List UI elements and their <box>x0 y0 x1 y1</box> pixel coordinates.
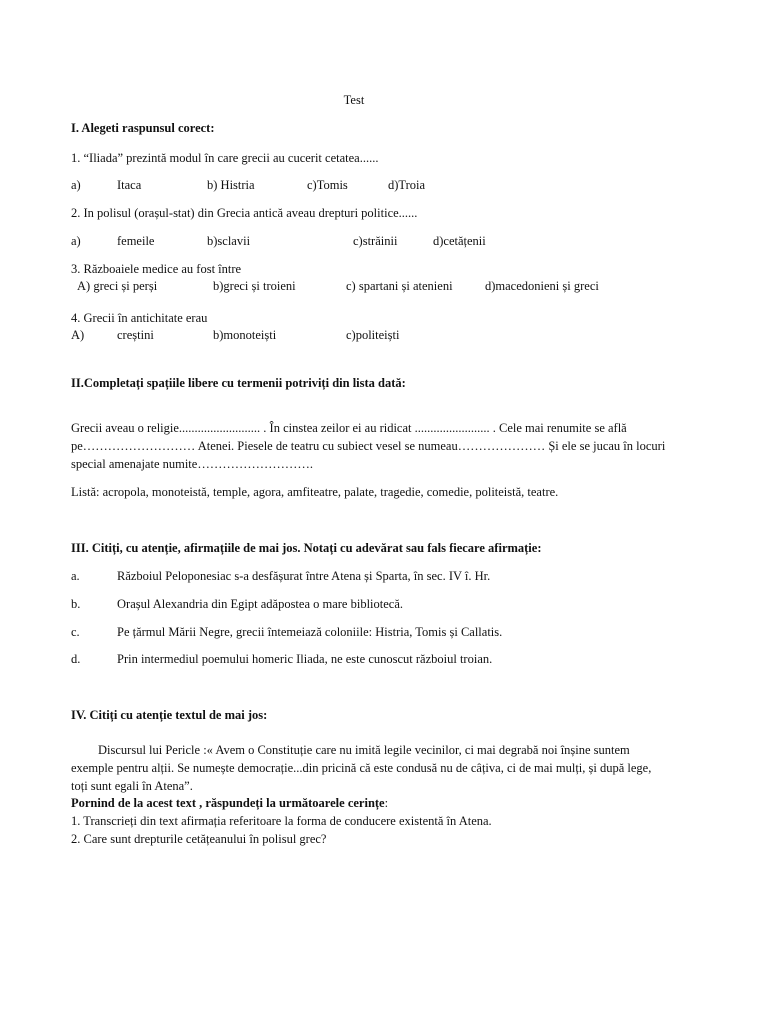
q2-option-c: c)străinii <box>353 234 398 248</box>
q1-option-c: c)Tomis <box>307 178 348 192</box>
section-2-heading: II.Completați spațiile libere cu termenii potriviți din lista dată: <box>71 376 406 390</box>
q1-letter: a) <box>71 178 81 192</box>
q4-text: 4. Grecii în antichitate erau <box>71 311 208 325</box>
fill-in-paragraph: Grecii aveau o religie.......................... . În cinstea zeilor ei au ridicat ........................ . Cele mai renumite se află pe……………………… Atenei. Piesele de teatru cu subiect vesel se numeau………………… Și ele se jucau în locuri special amenajate numite………………………. <box>71 421 666 471</box>
q3-option-c: c) spartani și atenieni <box>346 279 453 293</box>
prompt-colon: : <box>384 796 389 810</box>
statement-text: Războiul Peloponesiac s-a desfășurat între Atena și Sparta, în sec. IV î. Hr. <box>117 569 491 583</box>
q2-letter: a) <box>71 234 81 248</box>
q3-text: 3. Războaiele medice au fost între <box>71 262 242 276</box>
q2-text: 2. In polisul (orașul-stat) din Grecia antică aveau drepturi politice...... <box>71 206 418 220</box>
q2-option-d: d)cetățenii <box>433 234 486 248</box>
task-2: 2. Care sunt drepturile cetățeanului în polisul grec? <box>71 832 327 846</box>
q4-letter: A) <box>71 328 85 342</box>
section-3-heading: III. Citiți, cu atenție, afirmațiile de mai jos. Notați cu adevărat sau fals fiecare afirmație: <box>71 541 542 555</box>
q3-option-d: d)macedonieni și greci <box>485 279 599 293</box>
statement-letter: b. <box>71 597 81 611</box>
q1-option-d: d)Troia <box>388 178 426 192</box>
q3-option-b: b)greci și troieni <box>213 279 296 293</box>
q2-option-a: femeile <box>117 234 155 248</box>
q4-option-a: creștini <box>117 328 154 342</box>
q3-option-a: A) greci și perși <box>77 279 158 293</box>
section-4-heading: IV. Citiți cu atenție textul de mai jos: <box>71 708 268 722</box>
q4-option-b: b)monoteiști <box>213 328 277 342</box>
q4-option-c: c)politeiști <box>346 328 400 342</box>
q2-option-b: b)sclavii <box>207 234 251 248</box>
statement-text: Prin intermediul poemului homeric Iliada, ne este cunoscut războiul troian. <box>117 652 493 666</box>
statement-text: Pe țărmul Mării Negre, grecii întemeiază coloniile: Histria, Tomis și Callatis. <box>117 625 503 639</box>
page-title: Test <box>343 93 365 107</box>
section-1-heading: I. Alegeti raspunsul corect: <box>71 121 215 135</box>
q1-option-a: Itaca <box>117 178 142 192</box>
q1-option-b: b) Histria <box>207 178 255 192</box>
statement-letter: c. <box>71 625 80 639</box>
statement-text: Orașul Alexandria din Egipt adăpostea o mare bibliotecă. <box>117 597 404 611</box>
prompt <box>71 796 388 811</box>
pericles-quote: Discursul lui Pericle :« Avem o Constituție care nu imită legile vecinilor, ci mai degrabă noi înșine suntem exemple pentru alții. Se numește democrație...din pricină că este condusă nu de câțiva, ci de mai mulți, și după lege, toți sunt egali în Atena”. <box>71 743 652 793</box>
q1-text: 1. “Iliada” prezintă modul în care grecii au cucerit cetatea...... <box>71 151 379 165</box>
term-list: Listă: acropola, monoteistă, temple, agora, amfiteatre, palate, tragedie, comedie, politeistă, teatre. <box>71 485 559 499</box>
statement-letter: d. <box>71 652 81 666</box>
prompt-bold: Pornind de la acest text , răspundeți la următoarele cerințe <box>71 796 385 810</box>
statement-letter: a. <box>71 569 80 583</box>
task-1: 1. Transcrieți din text afirmația referitoare la forma de conducere existentă în Atena. <box>71 814 492 828</box>
